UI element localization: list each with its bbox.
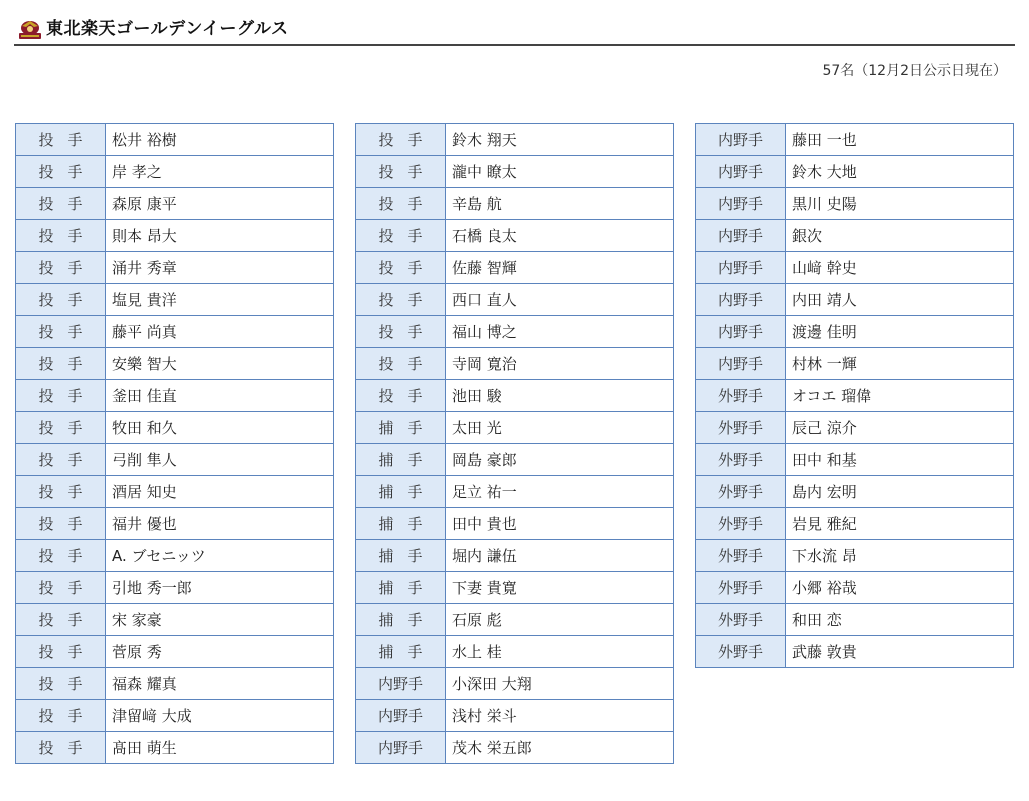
player-name-cell: 岡島 豪郎 xyxy=(446,444,674,476)
player-name-cell: 銀次 xyxy=(786,220,1014,252)
player-name-cell: 福井 優也 xyxy=(106,508,334,540)
player-name-cell: 黒川 史陽 xyxy=(786,188,1014,220)
player-name-cell: 藤平 尚真 xyxy=(106,316,334,348)
position-cell: 投手 xyxy=(16,252,106,284)
player-name-cell: 山﨑 幹史 xyxy=(786,252,1014,284)
roster-table-right xyxy=(695,123,1014,668)
position-cell: 投手 xyxy=(356,348,446,380)
player-name-cell: 田中 貴也 xyxy=(446,508,674,540)
player-name-cell: 足立 祐一 xyxy=(446,476,674,508)
player-name-cell: 引地 秀一郎 xyxy=(106,572,334,604)
player-name-cell: 牧田 和久 xyxy=(106,412,334,444)
table-row xyxy=(16,572,334,604)
position-cell: 捕手 xyxy=(356,444,446,476)
position-cell: 投手 xyxy=(16,604,106,636)
table-row xyxy=(16,732,334,764)
position-cell: 内野手 xyxy=(696,252,786,284)
position-cell: 投手 xyxy=(356,124,446,156)
table-row xyxy=(696,604,1014,636)
position-cell: 投手 xyxy=(16,700,106,732)
table-row xyxy=(356,380,674,412)
position-cell: 投手 xyxy=(16,572,106,604)
table-row xyxy=(16,636,334,668)
player-name-cell: 福山 博之 xyxy=(446,316,674,348)
player-name-cell: 村林 一輝 xyxy=(786,348,1014,380)
position-cell: 投手 xyxy=(356,156,446,188)
player-name-cell: 島内 宏明 xyxy=(786,476,1014,508)
table-row xyxy=(696,572,1014,604)
table-row xyxy=(696,188,1014,220)
table-row xyxy=(696,156,1014,188)
player-name-cell: 岸 孝之 xyxy=(106,156,334,188)
player-name-cell: 塩見 貴洋 xyxy=(106,284,334,316)
table-row xyxy=(16,540,334,572)
position-cell: 投手 xyxy=(16,444,106,476)
table-row xyxy=(16,124,334,156)
table-row xyxy=(356,124,674,156)
position-cell: 投手 xyxy=(16,220,106,252)
position-cell: 外野手 xyxy=(696,540,786,572)
team-logo-icon xyxy=(16,18,44,40)
player-name-cell: 髙田 萌生 xyxy=(106,732,334,764)
table-row xyxy=(696,348,1014,380)
position-cell: 投手 xyxy=(356,380,446,412)
player-name-cell: 福森 耀真 xyxy=(106,668,334,700)
position-cell: 外野手 xyxy=(696,380,786,412)
player-name-cell: 浅村 栄斗 xyxy=(446,700,674,732)
position-cell: 捕手 xyxy=(356,572,446,604)
player-name-cell: 下水流 昂 xyxy=(786,540,1014,572)
position-cell: 投手 xyxy=(356,220,446,252)
player-name-cell: 田中 和基 xyxy=(786,444,1014,476)
position-cell: 投手 xyxy=(16,508,106,540)
player-name-cell: 石橋 良太 xyxy=(446,220,674,252)
player-name-cell: 津留﨑 大成 xyxy=(106,700,334,732)
table-row xyxy=(696,636,1014,668)
table-row xyxy=(16,220,334,252)
table-row xyxy=(356,348,674,380)
table-row xyxy=(16,604,334,636)
player-name-cell: 小深田 大翔 xyxy=(446,668,674,700)
table-row xyxy=(696,444,1014,476)
position-cell: 外野手 xyxy=(696,476,786,508)
player-name-cell: 堀内 謙伍 xyxy=(446,540,674,572)
position-cell: 内野手 xyxy=(356,732,446,764)
player-name-cell: 則本 昂大 xyxy=(106,220,334,252)
table-row xyxy=(696,412,1014,444)
table-row xyxy=(696,220,1014,252)
player-name-cell: 西口 直人 xyxy=(446,284,674,316)
position-cell: 投手 xyxy=(16,636,106,668)
player-name-cell: 水上 桂 xyxy=(446,636,674,668)
table-row xyxy=(356,476,674,508)
table-row xyxy=(356,252,674,284)
position-cell: 内野手 xyxy=(696,220,786,252)
position-cell: 投手 xyxy=(356,188,446,220)
position-cell: 捕手 xyxy=(356,636,446,668)
position-cell: 捕手 xyxy=(356,540,446,572)
player-name-cell: 小郷 裕哉 xyxy=(786,572,1014,604)
position-cell: 内野手 xyxy=(356,668,446,700)
position-cell: 内野手 xyxy=(696,124,786,156)
table-row xyxy=(696,252,1014,284)
player-name-cell: 茂木 栄五郎 xyxy=(446,732,674,764)
player-name-cell: 菅原 秀 xyxy=(106,636,334,668)
table-row xyxy=(356,540,674,572)
position-cell: 外野手 xyxy=(696,636,786,668)
player-name-cell: 辛島 航 xyxy=(446,188,674,220)
position-cell: 捕手 xyxy=(356,476,446,508)
roster-table-left xyxy=(15,123,334,764)
table-row xyxy=(16,412,334,444)
position-cell: 捕手 xyxy=(356,508,446,540)
roster-count: 57名（12月2日公示日現在） xyxy=(822,63,1007,79)
position-cell: 投手 xyxy=(16,156,106,188)
player-name-cell: 涌井 秀章 xyxy=(106,252,334,284)
table-row xyxy=(356,444,674,476)
position-cell: 外野手 xyxy=(696,572,786,604)
table-row xyxy=(16,380,334,412)
table-row xyxy=(16,668,334,700)
player-name-cell: 釜田 佳直 xyxy=(106,380,334,412)
position-cell: 外野手 xyxy=(696,604,786,636)
table-row xyxy=(696,284,1014,316)
page-title: 東北楽天ゴールデンイーグルス xyxy=(46,19,289,39)
position-cell: 内野手 xyxy=(696,316,786,348)
player-name-cell: オコエ 瑠偉 xyxy=(786,380,1014,412)
position-cell: 投手 xyxy=(16,348,106,380)
table-row xyxy=(356,220,674,252)
position-cell: 投手 xyxy=(16,732,106,764)
position-cell: 投手 xyxy=(356,284,446,316)
table-row xyxy=(16,188,334,220)
player-name-cell: 太田 光 xyxy=(446,412,674,444)
table-row xyxy=(696,316,1014,348)
position-cell: 投手 xyxy=(356,316,446,348)
player-name-cell: 森原 康平 xyxy=(106,188,334,220)
position-cell: 内野手 xyxy=(356,700,446,732)
position-cell: 投手 xyxy=(16,540,106,572)
table-row xyxy=(696,380,1014,412)
position-cell: 内野手 xyxy=(696,348,786,380)
table-row xyxy=(16,252,334,284)
position-cell: 投手 xyxy=(16,412,106,444)
table-row xyxy=(356,668,674,700)
position-cell: 投手 xyxy=(16,124,106,156)
position-cell: 内野手 xyxy=(696,156,786,188)
player-name-cell: 渡邊 佳明 xyxy=(786,316,1014,348)
player-name-cell: 和田 恋 xyxy=(786,604,1014,636)
table-row xyxy=(356,412,674,444)
position-cell: 投手 xyxy=(16,284,106,316)
table-row xyxy=(16,284,334,316)
player-name-cell: 藤田 一也 xyxy=(786,124,1014,156)
table-row xyxy=(16,444,334,476)
player-name-cell: 岩見 雅紀 xyxy=(786,508,1014,540)
position-cell: 内野手 xyxy=(696,284,786,316)
position-cell: 投手 xyxy=(16,188,106,220)
table-row xyxy=(356,636,674,668)
player-name-cell: 武藤 敦貴 xyxy=(786,636,1014,668)
table-row xyxy=(16,700,334,732)
position-cell: 外野手 xyxy=(696,412,786,444)
table-row xyxy=(356,732,674,764)
player-name-cell: 弓削 隼人 xyxy=(106,444,334,476)
player-name-cell: 酒居 知史 xyxy=(106,476,334,508)
player-name-cell: 内田 靖人 xyxy=(786,284,1014,316)
position-cell: 捕手 xyxy=(356,604,446,636)
table-row xyxy=(696,124,1014,156)
table-row xyxy=(356,604,674,636)
table-row xyxy=(356,284,674,316)
player-name-cell: 宋 家豪 xyxy=(106,604,334,636)
position-cell: 投手 xyxy=(16,668,106,700)
position-cell: 投手 xyxy=(356,252,446,284)
player-name-cell: 池田 駿 xyxy=(446,380,674,412)
table-row xyxy=(356,156,674,188)
player-name-cell: 辰己 涼介 xyxy=(786,412,1014,444)
player-name-cell: 安樂 智大 xyxy=(106,348,334,380)
table-row xyxy=(696,540,1014,572)
position-cell: 投手 xyxy=(16,380,106,412)
position-cell: 内野手 xyxy=(696,188,786,220)
table-row xyxy=(696,476,1014,508)
player-name-cell: A. ブセニッツ xyxy=(106,540,334,572)
table-row xyxy=(356,316,674,348)
position-cell: 捕手 xyxy=(356,412,446,444)
table-row xyxy=(356,700,674,732)
player-name-cell: 佐藤 智輝 xyxy=(446,252,674,284)
table-row xyxy=(356,508,674,540)
position-cell: 投手 xyxy=(16,316,106,348)
table-row xyxy=(356,572,674,604)
table-row xyxy=(16,508,334,540)
player-name-cell: 鈴木 大地 xyxy=(786,156,1014,188)
position-cell: 外野手 xyxy=(696,508,786,540)
table-row xyxy=(16,476,334,508)
table-row xyxy=(356,188,674,220)
position-cell: 投手 xyxy=(16,476,106,508)
player-name-cell: 松井 裕樹 xyxy=(106,124,334,156)
table-row xyxy=(696,508,1014,540)
roster-table-middle xyxy=(355,123,674,764)
player-name-cell: 下妻 貴寛 xyxy=(446,572,674,604)
player-name-cell: 鈴木 翔天 xyxy=(446,124,674,156)
player-name-cell: 瀧中 瞭太 xyxy=(446,156,674,188)
table-row xyxy=(16,316,334,348)
player-name-cell: 寺岡 寛治 xyxy=(446,348,674,380)
player-name-cell: 石原 彪 xyxy=(446,604,674,636)
table-row xyxy=(16,348,334,380)
page-header xyxy=(14,14,1015,46)
position-cell: 外野手 xyxy=(696,444,786,476)
table-row xyxy=(16,156,334,188)
